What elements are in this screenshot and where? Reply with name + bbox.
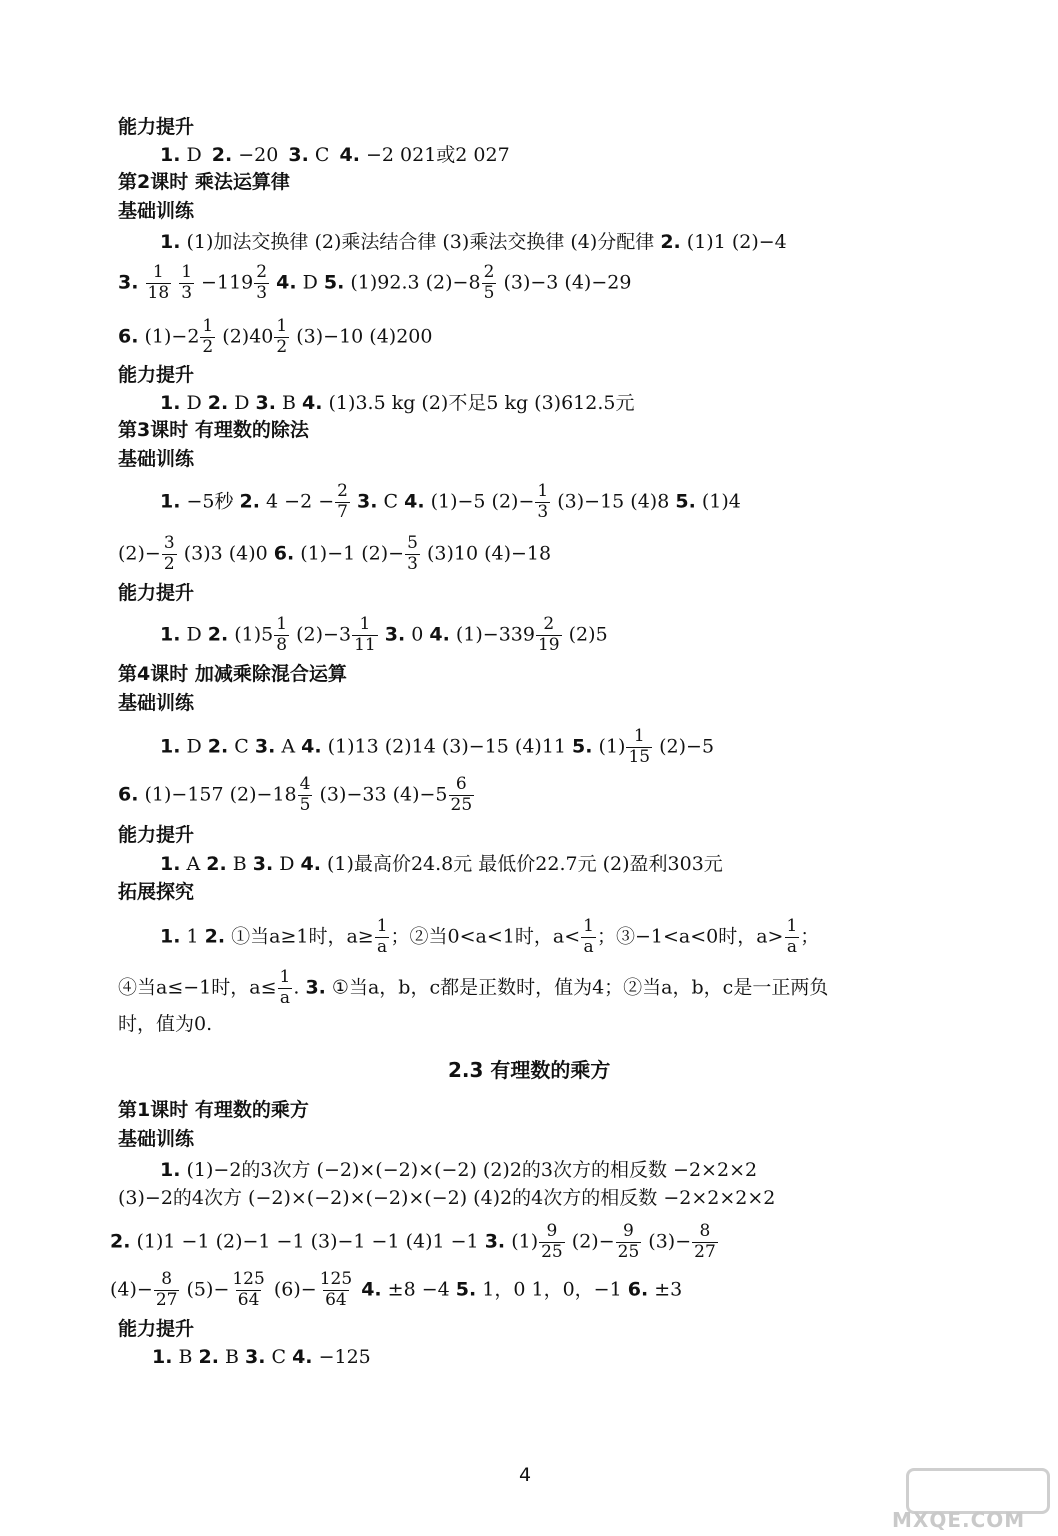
- answer-text: 能力提升: [118, 364, 195, 386]
- answer-text: (1)−2: [138, 325, 200, 348]
- answer-text: (3)10 (4)−18: [420, 542, 552, 565]
- question-number: 4.: [276, 271, 297, 294]
- fraction-numerator: 1: [181, 262, 193, 282]
- question-number: 3.: [484, 1230, 506, 1253]
- answer-text: 能力提升: [118, 824, 195, 846]
- fraction-denominator: 2: [276, 336, 288, 357]
- fraction: [146, 264, 172, 303]
- fraction: [405, 535, 420, 574]
- answer-line: [110, 1271, 682, 1310]
- answer-text: ；②当0<a<1时，a<: [390, 925, 581, 948]
- fraction: [581, 918, 596, 957]
- section-heading: [118, 173, 290, 192]
- answer-text: (3)−15 (4)8: [551, 490, 676, 513]
- answer-text: 2.3 有理数的乘方: [448, 1058, 611, 1082]
- answer-text: 基础训练: [118, 200, 195, 222]
- question-number: 1.: [160, 490, 181, 513]
- answer-line: [118, 535, 551, 574]
- answer-line: [160, 1161, 757, 1180]
- answer-text: ±8 −4: [381, 1278, 456, 1301]
- answer-text: 基础训练: [118, 448, 195, 470]
- fraction-numerator: 5: [407, 533, 418, 553]
- question-number: 1.: [160, 623, 181, 646]
- answer-text: (1): [505, 1230, 539, 1253]
- answer-line: [118, 318, 433, 357]
- section-heading: [118, 421, 309, 440]
- fraction-numerator: 2: [543, 614, 555, 634]
- section-heading: [118, 584, 194, 603]
- answer-text: (1)92.3 (2)−8: [344, 271, 481, 294]
- answer-text: (3)−10 (4)200: [290, 325, 433, 348]
- answer-text: C: [265, 1346, 293, 1368]
- question-number: 5.: [572, 735, 593, 758]
- answer-text: (1)13 (2)14 (3)−15 (4)11: [321, 735, 573, 758]
- answer-text: D: [228, 392, 256, 414]
- answer-text: D: [180, 735, 208, 758]
- answer-text: 0: [405, 623, 430, 646]
- answer-text: (5)−: [180, 1278, 230, 1301]
- fraction-denominator: 27: [155, 1289, 178, 1310]
- question-number: 1.: [160, 853, 181, 875]
- question-number: 2.: [207, 623, 229, 646]
- answer-text: (1)4: [695, 490, 741, 513]
- question-number: 4.: [302, 392, 323, 414]
- fraction: [179, 264, 194, 303]
- fraction: [274, 616, 289, 655]
- answer-text: (2)−: [565, 1230, 615, 1253]
- fraction-numerator: 1: [633, 726, 645, 746]
- fraction-numerator: 1: [202, 316, 214, 336]
- answer-text: (2)−3: [290, 623, 352, 646]
- fraction-numerator: 8: [699, 1221, 711, 1241]
- fraction-numerator: 9: [623, 1221, 634, 1241]
- answer-text: ④当a≤−1时，a≤: [118, 976, 277, 999]
- fraction: [482, 264, 497, 303]
- fraction-numerator: 8: [161, 1269, 173, 1289]
- watermark: [892, 1468, 1048, 1530]
- answer-line: [152, 1348, 371, 1367]
- fraction-denominator: 25: [617, 1241, 640, 1262]
- answer-text: [138, 271, 144, 293]
- question-number: 6.: [627, 1278, 649, 1301]
- answer-text: (3)−3 (4)−29: [497, 271, 632, 294]
- question-number: 2.: [660, 231, 681, 253]
- answer-text: −20: [232, 144, 285, 166]
- answer-text: D: [180, 623, 208, 646]
- fraction-denominator: a: [786, 936, 797, 957]
- answer-line: [160, 728, 714, 767]
- answer-text: −2 021或2 027: [359, 144, 510, 166]
- answer-text: D: [180, 144, 208, 166]
- section-heading: [118, 1130, 194, 1149]
- answer-text: B: [275, 392, 303, 414]
- fraction-numerator: 2: [337, 481, 348, 501]
- answer-text: (1): [592, 735, 626, 758]
- answer-line: [160, 233, 787, 252]
- answer-text: [172, 271, 178, 293]
- answer-text: D: [180, 392, 208, 414]
- fraction-denominator: 64: [325, 1289, 347, 1310]
- fraction-numerator: 3: [163, 533, 175, 553]
- fraction-denominator: a: [583, 936, 594, 957]
- answer-text: C: [377, 490, 405, 513]
- answer-text: (1)−2的3次方 (−2)×(−2)×(−2) (2)2的3次方的相反数 −2×2×2: [180, 1159, 758, 1181]
- fraction: [784, 918, 799, 957]
- answer-text: A: [180, 853, 207, 875]
- fraction-numerator: 1: [537, 481, 549, 501]
- question-number: 2.: [198, 1346, 219, 1368]
- answer-text: 基础训练: [118, 692, 195, 714]
- question-number: 2.: [211, 144, 233, 166]
- fraction-numerator: 1: [279, 967, 291, 987]
- section-heading: [118, 694, 194, 713]
- question-number: 1.: [160, 925, 181, 948]
- question-number: 4.: [339, 144, 360, 166]
- fraction-denominator: 8: [276, 634, 288, 655]
- answer-text: 1，0 1，0，−1: [476, 1278, 628, 1301]
- question-number: 1.: [160, 1159, 181, 1181]
- fraction: [298, 776, 313, 815]
- answer-text: (6)−: [267, 1278, 317, 1301]
- question-number: 2.: [204, 925, 226, 948]
- fraction-denominator: 3: [537, 501, 549, 522]
- answer-line: [118, 1015, 212, 1034]
- question-number: 6.: [273, 542, 295, 565]
- question-number: 3.: [384, 623, 406, 646]
- fraction: [335, 483, 350, 522]
- fraction-numerator: 2: [483, 262, 495, 282]
- answer-text: C: [228, 735, 255, 758]
- question-number: 3.: [288, 144, 309, 166]
- fraction-denominator: 2: [163, 553, 175, 574]
- answer-text: (4)−: [110, 1278, 153, 1301]
- answer-text: (2)−: [118, 542, 161, 565]
- question-number: 5.: [323, 271, 345, 294]
- section-heading: [118, 826, 194, 845]
- question-number: 4.: [361, 1278, 382, 1301]
- fraction-denominator: 25: [541, 1241, 563, 1262]
- answer-line: [118, 776, 475, 815]
- chapter-heading: [448, 1060, 610, 1080]
- answer-text: (1)最高价24.8元 最低价22.7元 (2)盈利303元: [320, 853, 723, 875]
- answer-text: 第4课时 加减乘除混合运算: [118, 663, 347, 685]
- answer-text: 拓展探究: [118, 881, 195, 903]
- answer-text: B: [218, 1346, 245, 1368]
- section-heading: [118, 1320, 194, 1339]
- fraction-denominator: 3: [407, 553, 418, 574]
- fraction-denominator: 2: [202, 336, 214, 357]
- answer-text: (3)−2的4次方 (−2)×(−2)×(−2)×(−2) (4)2的4次方的相反数 −2×2×2×2: [118, 1187, 776, 1209]
- answer-text: 第2课时 乘法运算律: [118, 171, 290, 193]
- question-number: 2.: [207, 392, 229, 414]
- page-number: 4: [519, 1464, 532, 1486]
- fraction-denominator: 15: [628, 746, 651, 767]
- fraction: [254, 264, 269, 303]
- answer-line: [160, 616, 608, 655]
- question-number: 6.: [118, 783, 139, 806]
- fraction: [230, 1271, 266, 1310]
- fraction-numerator: 1: [359, 614, 371, 634]
- fraction: [535, 483, 550, 522]
- answer-text: (1)加法交换律 (2)乘法结合律 (3)乘法交换律 (4)分配律: [180, 231, 661, 253]
- answer-text: −119: [195, 271, 254, 294]
- question-number: 3.: [118, 271, 139, 294]
- question-number: 4.: [429, 623, 450, 646]
- question-number: 3.: [252, 853, 274, 875]
- question-number: 1.: [160, 392, 181, 414]
- fraction: [352, 616, 378, 655]
- fraction-denominator: 7: [337, 501, 348, 522]
- question-number: 2.: [239, 490, 260, 513]
- answer-line: [160, 918, 819, 957]
- fraction-denominator: 5: [299, 794, 311, 815]
- answer-text: ；③−1<a<0时，a>: [596, 925, 784, 948]
- answer-text: C: [308, 144, 336, 166]
- answer-text: (3)−33 (4)−5: [313, 783, 448, 806]
- question-number: 3.: [254, 735, 276, 758]
- answer-text: (1)3.5 kg (2)不足5 kg (3)612.5元: [322, 392, 635, 414]
- fraction-denominator: 11: [354, 634, 376, 655]
- question-number: 1.: [160, 735, 181, 758]
- answer-text: B: [172, 1346, 199, 1368]
- answer-text: 4 −2 −: [260, 490, 335, 513]
- answer-text: 1: [180, 925, 205, 948]
- question-number: 5.: [675, 490, 696, 513]
- fraction-numerator: 4: [299, 774, 311, 794]
- fraction: [626, 728, 652, 767]
- fraction-numerator: 1: [583, 916, 594, 936]
- answer-text: ±3: [648, 1278, 683, 1301]
- answer-line: [160, 394, 634, 413]
- question-number: 4.: [404, 490, 425, 513]
- answer-text: (2)40: [216, 325, 274, 348]
- answer-text: 能力提升: [118, 582, 195, 604]
- question-number: 3.: [305, 976, 326, 999]
- fraction-denominator: 27: [694, 1241, 716, 1262]
- fraction: [200, 318, 215, 357]
- fraction: [536, 616, 562, 655]
- answer-text: −5秒: [180, 490, 240, 513]
- answer-line: [118, 969, 828, 1008]
- fraction: [616, 1223, 642, 1262]
- answer-text: −125: [312, 1346, 371, 1368]
- fraction: [692, 1223, 718, 1262]
- answer-text: 基础训练: [118, 1128, 195, 1150]
- answer-text: ；: [800, 925, 820, 948]
- fraction-numerator: 1: [786, 916, 798, 936]
- answer-text: 第1课时 有理数的乘方: [118, 1099, 309, 1121]
- answer-line: [160, 146, 510, 165]
- fraction: [154, 1271, 180, 1310]
- question-number: 1.: [160, 144, 181, 166]
- answer-text: 第3课时 有理数的除法: [118, 419, 309, 441]
- question-number: 5.: [455, 1278, 477, 1301]
- answer-text: 能力提升: [118, 116, 195, 138]
- fraction-numerator: 1: [152, 262, 164, 282]
- answer-text: (1)5: [228, 623, 274, 646]
- section-heading: [118, 366, 194, 385]
- question-number: 1.: [160, 231, 181, 253]
- question-number: 6.: [118, 325, 139, 348]
- fraction-numerator: 9: [546, 1221, 558, 1241]
- fraction: [162, 535, 177, 574]
- fraction-numerator: 1: [276, 614, 288, 634]
- fraction-denominator: a: [377, 936, 388, 957]
- fraction-denominator: a: [279, 987, 290, 1008]
- section-heading: [118, 883, 194, 902]
- question-number: 3.: [357, 490, 378, 513]
- fraction-denominator: 3: [181, 282, 193, 303]
- question-number: 1.: [152, 1346, 173, 1368]
- answer-line: [110, 1223, 719, 1262]
- answer-text: .: [293, 976, 306, 999]
- fraction-denominator: 25: [450, 794, 473, 815]
- question-number: 4.: [301, 735, 322, 758]
- answer-text: D: [296, 271, 324, 294]
- answer-line: [160, 855, 723, 874]
- fraction: [274, 318, 289, 357]
- fraction-numerator: 125: [319, 1269, 353, 1289]
- fraction-numerator: 125: [232, 1269, 265, 1289]
- question-number: 2.: [110, 1230, 131, 1253]
- answer-line: [118, 264, 631, 303]
- fraction-numerator: 1: [276, 316, 288, 336]
- fraction-numerator: 6: [455, 774, 467, 794]
- answer-text: D: [273, 853, 301, 875]
- question-number: 2.: [206, 853, 227, 875]
- answer-text: (3)−: [642, 1230, 692, 1253]
- answer-text: (1)−157 (2)−18: [138, 783, 297, 806]
- section-heading: [118, 1101, 309, 1120]
- answer-text: (1)−339: [449, 623, 535, 646]
- answer-text: (1)−1 (2)−: [294, 542, 405, 565]
- answer-text: (2)−5: [653, 735, 715, 758]
- fraction-denominator: 5: [483, 282, 495, 303]
- fraction: [318, 1271, 354, 1310]
- fraction-denominator: 18: [147, 282, 170, 303]
- question-number: 3.: [255, 392, 276, 414]
- answer-line: [160, 483, 741, 522]
- question-number: 3.: [245, 1346, 266, 1368]
- answer-text: (3)3 (4)0: [177, 542, 274, 565]
- section-heading: [118, 450, 194, 469]
- answer-text: (1)1 (2)−4: [680, 231, 787, 253]
- answer-text: B: [226, 853, 253, 875]
- answer-text: 能力提升: [118, 1318, 195, 1340]
- answer-text: A: [275, 735, 302, 758]
- question-number: 4.: [300, 853, 321, 875]
- fraction-numerator: 2: [256, 262, 268, 282]
- answer-text: (1)−5 (2)−: [424, 490, 535, 513]
- fraction: [539, 1223, 565, 1262]
- fraction-numerator: 1: [376, 916, 388, 936]
- section-heading: [118, 202, 194, 221]
- answer-text: 时，值为0.: [118, 1013, 213, 1035]
- answer-line: [118, 1189, 775, 1208]
- section-heading: [118, 665, 347, 684]
- fraction-denominator: 64: [237, 1289, 260, 1310]
- answer-text: ①当a，b，c都是正数时，值为4；②当a，b，c是一正两负: [325, 976, 829, 999]
- answer-text: (2)5: [562, 623, 608, 646]
- watermark-site: MXQE.COM: [892, 1508, 1026, 1532]
- fraction-denominator: 19: [537, 634, 560, 655]
- answer-text: ①当a≥1时，a≥: [225, 925, 374, 948]
- section-heading: [118, 118, 194, 137]
- answer-text: (1)1 −1 (2)−1 −1 (3)−1 −1 (4)1 −1: [130, 1230, 485, 1253]
- fraction-denominator: 3: [256, 282, 268, 303]
- fraction: [375, 918, 390, 957]
- question-number: 2.: [207, 735, 229, 758]
- fraction: [449, 776, 475, 815]
- question-number: 4.: [292, 1346, 313, 1368]
- fraction: [278, 969, 293, 1008]
